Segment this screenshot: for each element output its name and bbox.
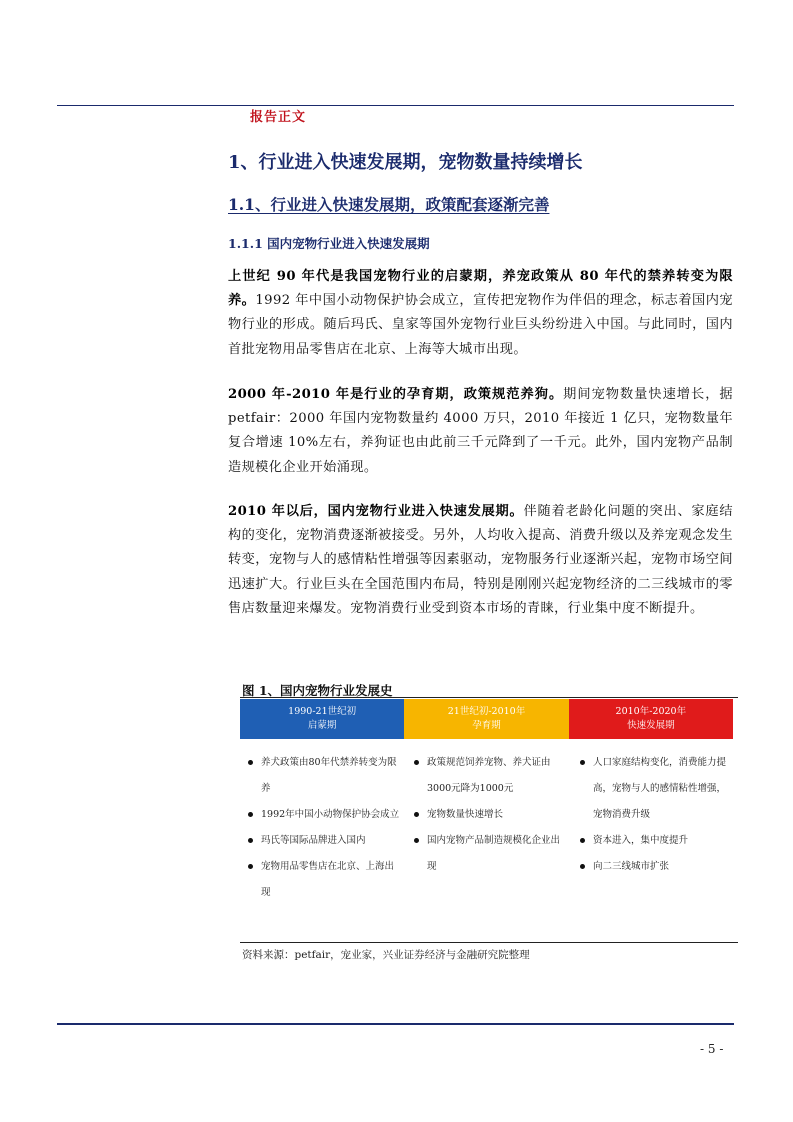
phase-column-gestation (406, 750, 572, 940)
heading-level-1: 1、行业进入快速发展期，宠物数量持续增长 (228, 152, 583, 173)
phase-detail-columns (240, 750, 738, 940)
paragraph-rapid-growth-period (228, 500, 733, 621)
paragraph-body: 伴随着老龄化问题的突出、家庭结构的变化，宠物消费逐渐被接受。另外，人均收入提高、消费升级以及养宠观念发生转变，宠物与人的感情粘性增强等因素驱动，宠物服务行业逐渐兴起，宠物市场空间迅速扩大。行业巨头在全国范围内布局，特别是刚刚兴起宠物经济的二三线城市的零售店数量迎来爆发。宠物消费行业受到资本市场的青睐，行业集中度不断提升。 (228, 504, 734, 616)
header-rule (57, 105, 734, 106)
list-item: 资本进入，集中度提升 (580, 828, 733, 854)
paragraph-enlightenment-period (228, 265, 733, 362)
phase-period: 2010年-2020年 (615, 706, 687, 717)
paragraph-lead: 上世纪 90 年代是我国宠物行业的启蒙期，养宠政策从 80 年代的禁养转变为限养。 (228, 269, 733, 309)
list-item: 人口家庭结构变化，消费能力提高，宠物与人的感情粘性增强，宠物消费升级 (580, 750, 733, 828)
heading-level-3: 1.1.1 国内宠物行业进入快速发展期 (228, 236, 430, 251)
phase-header-enlightenment (240, 699, 404, 739)
figure-top-rule (240, 697, 738, 698)
figure-source: 资料来源：petfair，宠业家，兴业证券经济与金融研究院整理 (242, 949, 530, 961)
phase-period: 21世纪初-2010年 (447, 706, 526, 717)
heading-level-2: 1.1、行业进入快速发展期，政策配套逐渐完善 (228, 195, 550, 214)
phase-header-gestation (404, 699, 568, 739)
paragraph-lead: 2010 年以后，国内宠物行业进入快速发展期。 (228, 504, 524, 519)
paragraph-body: 期间宠物数量快速增长，据petfair：2000 年国内宠物数量约 4000 万只，2010 年接近 1 亿只，宠物数量年复合增速 10%左右，养狗证也由此前三千元降到了一千元。此外，国内宠物产品制造规模化企业开始涌现。 (228, 387, 733, 475)
list-item: 养犬政策由80年代禁养转变为限养 (248, 750, 401, 802)
phase-stage: 孕育期 (472, 720, 501, 731)
phase-stage: 快速发展期 (627, 720, 675, 731)
list-item: 宠物数量快速增长 (414, 802, 567, 828)
footer-rule (57, 1023, 734, 1025)
list-item: 政策规范饲养宠物、养犬证由3000元降为1000元 (414, 750, 567, 802)
paragraph-gestation-period (228, 383, 733, 480)
paragraph-lead: 2000 年-2010 年是行业的孕育期，政策规范养狗。 (228, 387, 564, 402)
phase-column-enlightenment (240, 750, 406, 940)
figure-title: 图 1、国内宠物行业发展史 (242, 683, 393, 698)
phase-column-rapid-growth (572, 750, 738, 940)
list-item: 国内宠物产品制造规模化企业出现 (414, 828, 567, 880)
phase-stage: 启蒙期 (307, 720, 337, 731)
list-item: 宠物用品零售店在北京、上海出现 (248, 854, 401, 906)
figure-bottom-rule (240, 942, 738, 943)
section-label: 报告正文 (250, 110, 307, 125)
paragraph-body: 1992 年中国小动物保护协会成立，宣传把宠物作为伴侣的理念，标志着国内宠物行业的形成。随后玛氏、皇家等国外宠物行业巨头纷纷进入中国。与此同时，国内首批宠物用品零售店在北京、上海等大城市出现。 (228, 293, 733, 357)
phase-header-row (240, 699, 733, 739)
list-item: 玛氏等国际品牌进入国内 (248, 828, 401, 854)
list-item: 1992年中国小动物保护协会成立 (248, 802, 401, 828)
phase-header-rapid-growth (569, 699, 733, 739)
page-number: - 5 - (700, 1042, 724, 1056)
phase-period: 1990-21世纪初 (288, 706, 357, 717)
list-item: 向二三线城市扩张 (580, 854, 733, 880)
